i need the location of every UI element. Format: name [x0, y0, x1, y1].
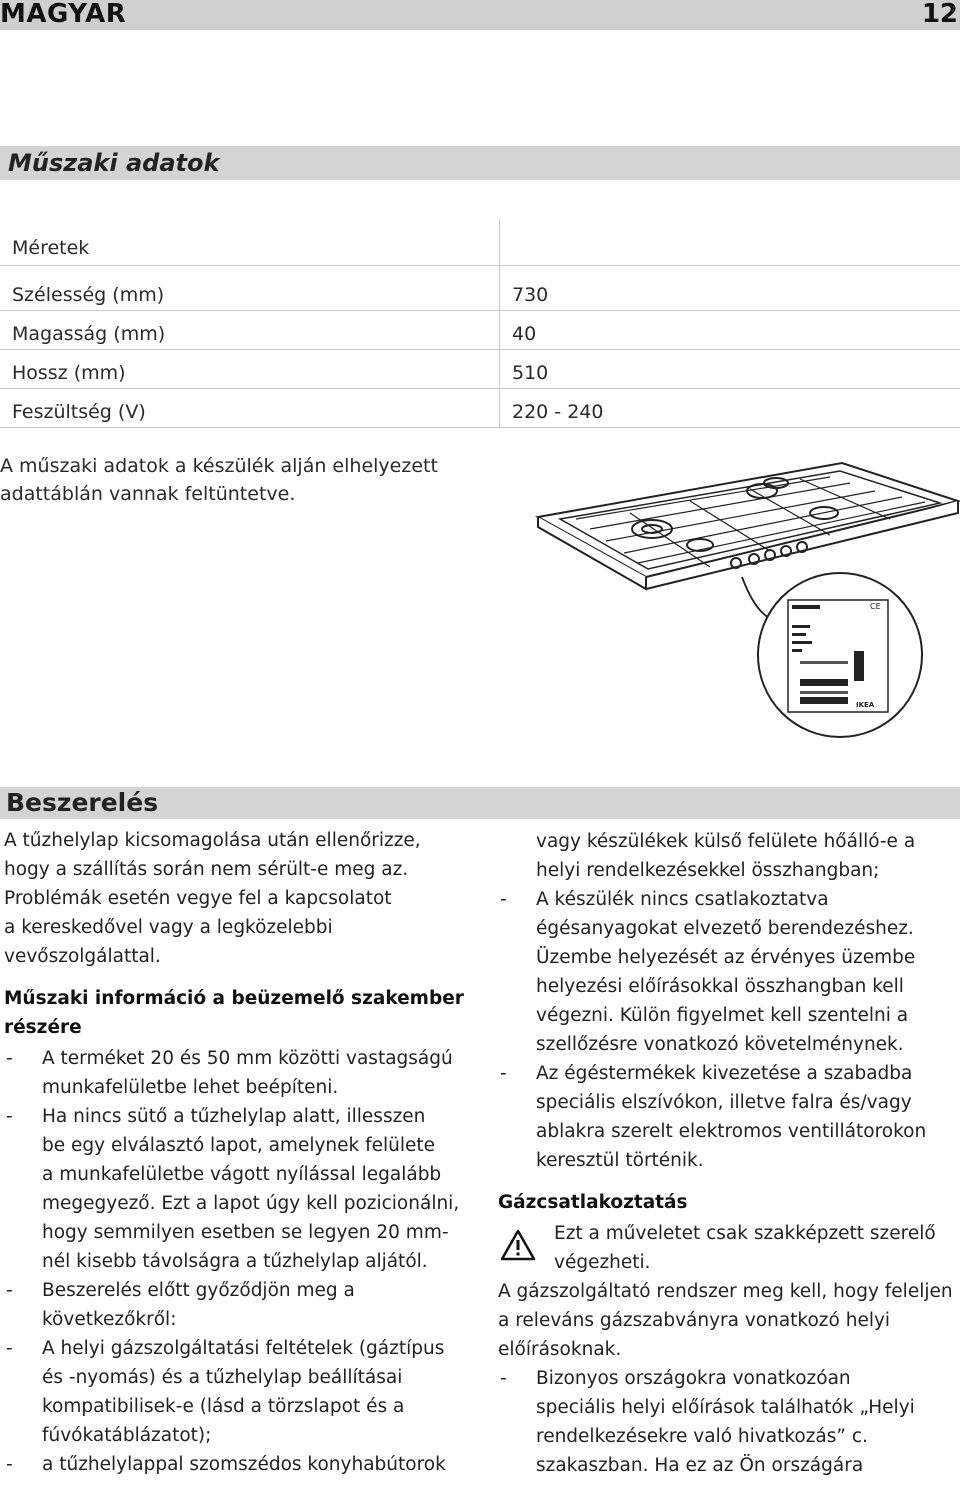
section-title-installation: Beszerelés: [0, 787, 960, 819]
list-item: - A készülék nincs csatlakoztatva égésanyagokat elvezető berendezéshez. Üzembe helyezését az érvényes üzembe helyezési előírásokkal összhangban kell végezni. Külön figyelmet kell szentelni a szellőzésre vonatkozó követelménynek.: [500, 889, 916, 1055]
language-label: MAGYAR: [0, 0, 127, 29]
subheading-technical-info: Műszaki információ a beüzemelő szakember részére: [4, 988, 464, 1038]
table-row: [0, 311, 960, 350]
warning-note: Ezt a műveletet csak szakképzett szerelő végezheti.: [498, 1219, 958, 1277]
section-title-technical-data: Műszaki adatok: [0, 146, 960, 180]
subheading-gas-connection: Gázcsatlakoztatás: [498, 1192, 688, 1213]
table-row: [0, 219, 960, 266]
spec-label: Szélesség (mm): [0, 266, 500, 311]
table-row: [0, 266, 960, 311]
list-item: - Beszerelés előtt győződjön meg a következőkről:: [6, 1280, 355, 1330]
table-row: [0, 389, 960, 428]
spec-label: Hossz (mm): [0, 350, 500, 389]
list-item: - Bizonyos országokra vonatkozóan speciális helyi előírások találhatók „Helyi rendelkezésekre való hivatkozás” c. szakaszban. Ha ez az Ön országára: [500, 1368, 915, 1476]
table-header-dimensions: Méretek: [0, 219, 500, 266]
list-item: - a tűzhelylappal szomszédos konyhabútorok: [6, 1454, 446, 1475]
list-item: - A terméket 20 és 50 mm közötti vastagságú munkafelületbe lehet beépíteni.: [6, 1048, 453, 1098]
page-number: 12: [921, 0, 958, 29]
list-item: - Ha nincs sütő a tűzhelylap alatt, illesszen be egy elválasztó lapot, amelynek felülete a munkafelületbe vágott nyílással legalább megegyező. Ezt a lapot úgy kell pozicionálni, hogy semmilyen esetben se legyen 20 mm- nél kisebb távolságra a tűzhelylap aljától.: [6, 1106, 460, 1272]
hob-rating-plate-illustration: [530, 455, 960, 745]
spec-value: 40: [500, 311, 960, 350]
spec-label: Magasság (mm): [0, 311, 500, 350]
table-row: [0, 350, 960, 389]
spec-value: 510: [500, 350, 960, 389]
page-header: [0, 0, 960, 30]
installation-left-column: A tűzhelylap kicsomagolása után ellenőrizze, hogy a szállítás során nem sérült-e meg az. Problémák esetén vegye fel a kapcsolatot a kereskedővel vagy a legközelebbi vevőszolgálattal. Műszaki információ a beüzemelő szakember részére - A terméket 20 és 50 mm közötti vastagságú munkafelületbe lehet beépíteni. - Ha nincs sütő a tűzhelylap alatt, illesszen be egy elválasztó lapot, amelynek felülete a munkafelületbe vágott nyílással legalább megegyező. Ezt a lapot úgy kell pozicionálni, hogy semmilyen esetben se legyen 20 mm- nél kisebb távolságra a tűzhelylap aljától. - Beszerelés előtt győződjön meg a következőkről: - A helyi gázszolgáltatási feltételek (gáztípus és -nyomás) és a tűzhelylap beállításai kompatibilisek-e (lásd a törzslapot és a fúvókatáblázatot); - a tűzhelylappal szomszédos konyhabútorok: [4, 826, 474, 1479]
rating-plate-callout: [758, 573, 922, 737]
svg-text:IKEA: IKEA: [856, 701, 875, 709]
spec-label: Feszültség (V): [0, 389, 500, 428]
installation-right-column: vagy készülékek külső felülete hőálló-e a helyi rendelkezésekkel összhangban; - A készülék nincs csatlakoztatva égésanyagokat elvezető berendezéshez. Üzembe helyezését az érvényes üzembe helyezési előírásokkal összhangban kell végezni. Külön figyelmet kell szentelni a szellőzésre vonatkozó követelménynek. - Az égéstermékek kivezetése a szabadba speciális elszívókon, illetve falra és/vagy ablakra szerelt elektromos ventillátorokon keresztül történik. Gázcsatlakoztatás Ezt a műveletet csak szakképzett szerelő végezheti. A gázszolgáltató rendszer meg kell, hogy feleljen a releváns gázszabványra vonatkozó helyi előírásoknak. - Bizonyos országokra vonatkozóan speciális helyi előírások találhatók „Helyi rendelkezésekre való hivatkozás” c. szakaszban. Ha ez az Ön országára: [498, 827, 958, 1480]
list-item: - Az égéstermékek kivezetése a szabadba speciális elszívókon, illetve falra és/vagy ablakra szerelt elektromos ventillátorokon keresztül történik.: [500, 1063, 927, 1171]
rating-plate-note: A műszaki adatok a készülék alján elhelyezett adattáblán vannak feltüntetve.: [0, 455, 438, 505]
warning-triangle-icon: [500, 1229, 536, 1261]
gas-hob-icon: [538, 463, 958, 589]
svg-text:CE: CE: [870, 602, 881, 611]
list-item-continued: vagy készülékek külső felülete hőálló-e a helyi rendelkezésekkel összhangban;: [536, 831, 916, 881]
spec-value: 730: [500, 266, 960, 311]
spec-table: [0, 219, 960, 428]
list-item: - A helyi gázszolgáltatási feltételek (gáztípus és -nyomás) és a tűzhelylap beállításai kompatibilisek-e (lásd a törzslapot és a fúvókatáblázatot);: [6, 1338, 445, 1446]
spec-value: 220 - 240: [500, 389, 960, 428]
